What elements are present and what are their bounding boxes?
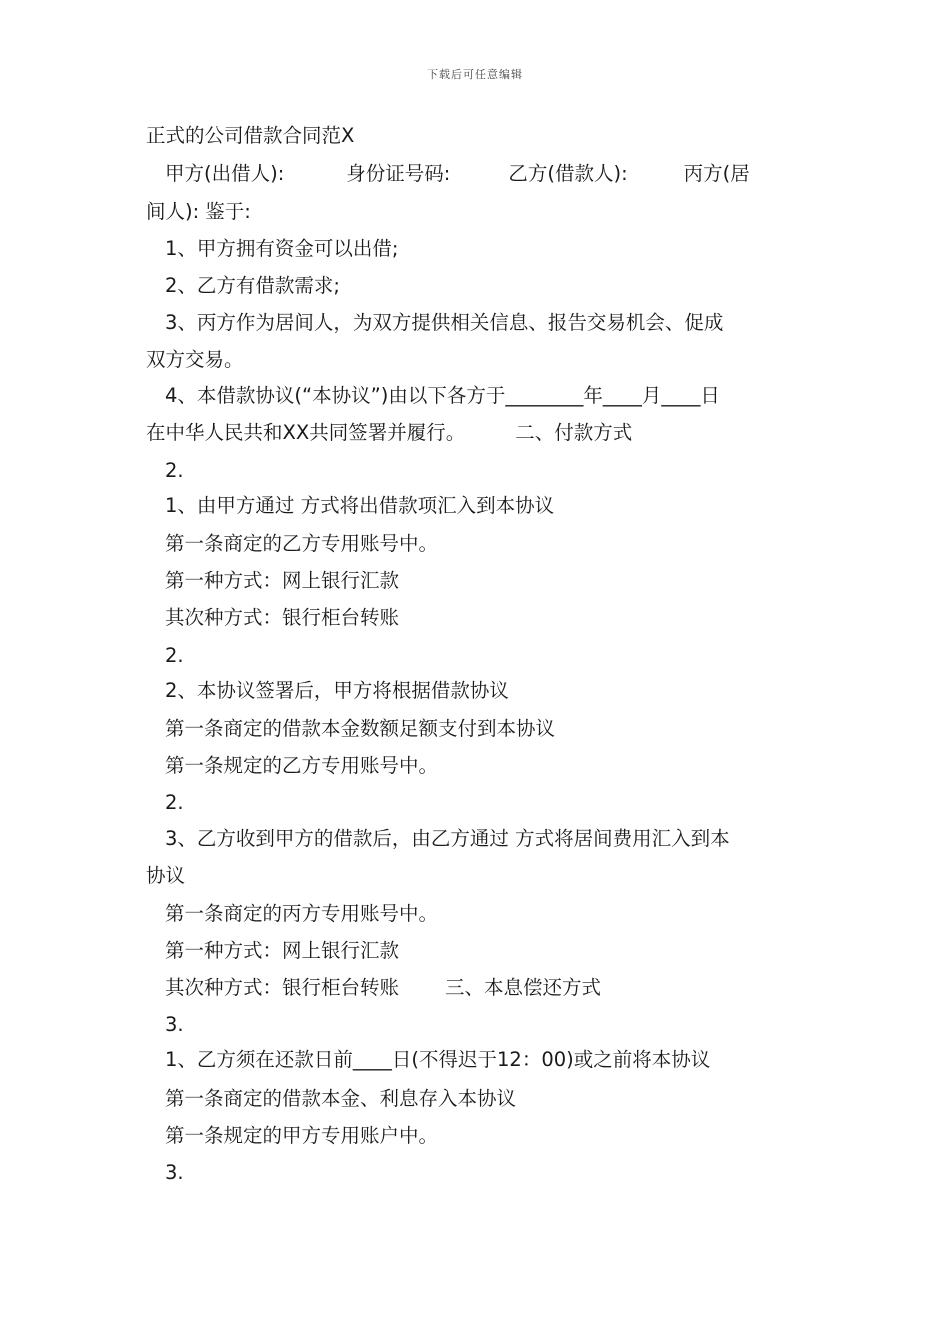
page-header: 下载后可任意编辑: [427, 68, 523, 81]
section-number: 2.: [165, 644, 184, 667]
repayment-clause-1: 1、乙方须在还款日前____日(不得迟于12：00)或之前将本协议: [165, 1048, 711, 1071]
section-number: 2.: [165, 791, 184, 814]
clause-4: 4、本借款协议(“本协议”)由以下各方于________年____月____日: [165, 384, 720, 407]
payment-clause-3-cont: 协议: [146, 864, 186, 887]
payment-method-1: 第一种方式：网上银行汇款: [165, 569, 400, 592]
section-number: 3.: [165, 1161, 184, 1184]
id-number-label: 身份证号码:: [346, 162, 451, 185]
payment-method-2-line: [165, 976, 601, 1000]
party-c-label-start: 丙方(居: [683, 162, 750, 185]
payment-clause-3: 3、乙方收到甲方的借款后，由乙方通过 方式将居间费用汇入到本: [165, 827, 730, 850]
payment-clause-2: 2、本协议签署后，甲方将根据借款协议: [165, 679, 509, 702]
payment-method-1: 第一种方式：网上银行汇款: [165, 939, 400, 962]
payment-method-2: 其次种方式：银行柜台转账: [165, 606, 400, 629]
party-a-label: 甲方(出借人):: [165, 162, 285, 185]
parties-line: [165, 162, 750, 186]
section-number: 2.: [165, 459, 184, 482]
clause-3: 3、丙方作为居间人，为双方提供相关信息、报告交易机会、促成: [165, 311, 724, 334]
clause-2: 2、乙方有借款需求;: [165, 274, 340, 297]
document-title: 正式的公司借款合同范X: [146, 124, 355, 147]
repayment-clause-1-cont: 第一条商定的借款本金、利息存入本协议: [165, 1087, 517, 1110]
payment-method-2: 其次种方式：银行柜台转账: [165, 976, 400, 999]
payment-clause-2-cont2: 第一条规定的乙方专用账号中。: [165, 754, 439, 777]
section-3-heading: 三、本息偿还方式: [445, 976, 602, 999]
clause-4-cont: [146, 421, 632, 445]
payment-clause-1-cont: 第一条商定的乙方专用账号中。: [165, 532, 439, 555]
section-number: 3.: [165, 1013, 184, 1036]
payment-clause-2-cont: 第一条商定的借款本金数额足额支付到本协议: [165, 717, 556, 740]
parties-line-2: [146, 200, 251, 224]
clause-3-cont: 双方交易。: [146, 348, 244, 371]
whereas-label: 鉴于:: [205, 200, 251, 223]
section-2-heading: 二、付款方式: [515, 421, 633, 444]
clause-1: 1、甲方拥有资金可以出借;: [165, 237, 399, 260]
repayment-clause-1-cont2: 第一条规定的甲方专用账户中。: [165, 1124, 439, 1147]
payment-clause-3-cont2: 第一条商定的丙方专用账号中。: [165, 902, 439, 925]
payment-clause-1: 1、由甲方通过 方式将出借款项汇入到本协议: [165, 494, 555, 517]
clause-4-text: 在中华人民共和XX共同签署并履行。: [146, 421, 466, 444]
party-c-label-end: 间人):: [146, 200, 200, 223]
party-b-label: 乙方(借款人):: [508, 162, 628, 185]
